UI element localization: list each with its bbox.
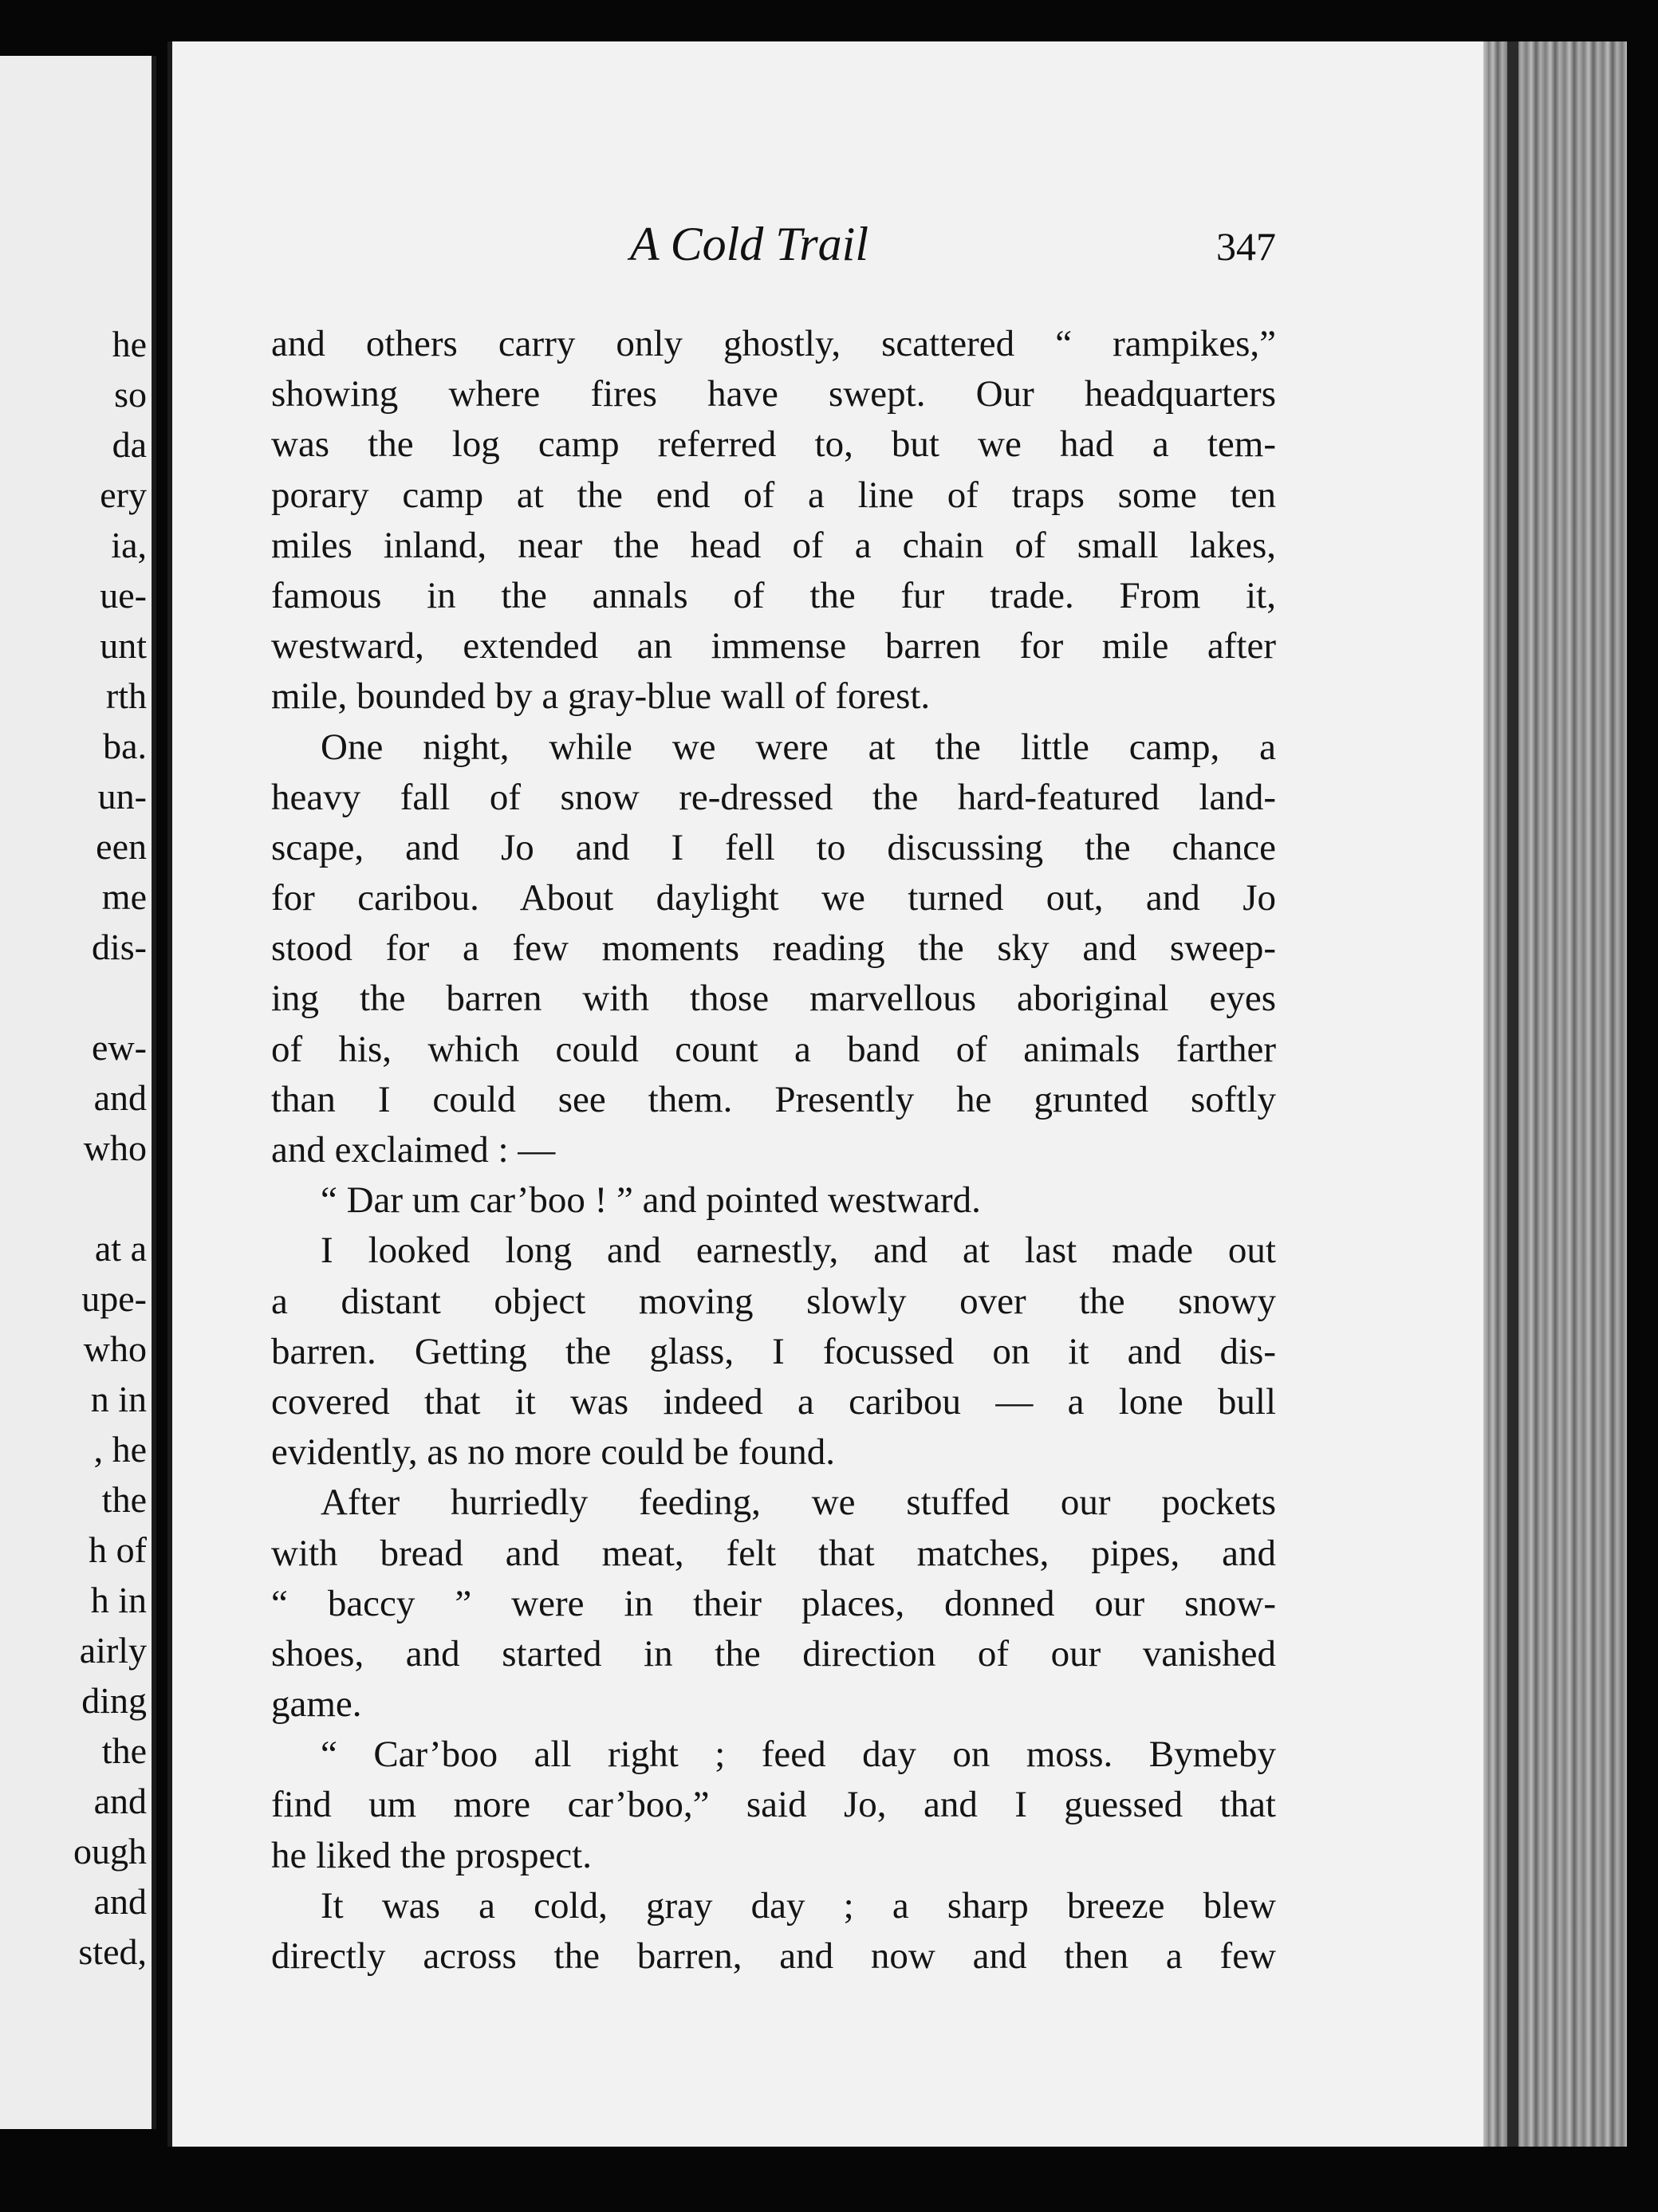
- text-line: barren. Getting the glass, I focussed on it and dis-: [271, 1330, 1276, 1372]
- previous-page-fragment: een: [96, 826, 147, 867]
- text-line: miles inland, near the head of a chain of small lakes,: [271, 524, 1276, 566]
- text-line: with bread and meat, felt that matches, pipes, and: [271, 1532, 1276, 1574]
- previous-page-fragment: upe-: [81, 1278, 147, 1319]
- previous-page-fragment: , he: [93, 1429, 147, 1470]
- previous-page-fragment: he: [112, 324, 147, 364]
- text-line: directly across the barren, and now and then a few: [271, 1935, 1276, 1977]
- previous-page-fragment: h in: [90, 1580, 147, 1620]
- text-line: porary camp at the end of a line of traps some ten: [271, 474, 1276, 516]
- text-line: of his, which could count a band of animals farther: [271, 1028, 1276, 1070]
- previous-page-fragment: airly: [79, 1630, 147, 1671]
- previous-page-fragment: ew-: [92, 1027, 147, 1068]
- previous-page-fragment: da: [112, 424, 147, 465]
- text-line: he liked the prospect.: [271, 1834, 592, 1876]
- previous-page: [0, 56, 156, 2129]
- previous-page-text-fragments: [73, 319, 147, 1977]
- text-line: I looked long and earnestly, and at last made out: [321, 1230, 1276, 1272]
- previous-page-fragment: who: [83, 1128, 147, 1168]
- text-line: shoes, and started in the direction of our vanished: [271, 1632, 1276, 1675]
- previous-page-fragment: ue-: [100, 575, 147, 616]
- text-line: mile, bounded by a gray-blue wall of forest.: [271, 675, 931, 718]
- text-line: find um more car’boo,” said Jo, and I guessed that: [271, 1784, 1276, 1826]
- text-line: covered that it was indeed a caribou — a lone bull: [271, 1380, 1276, 1423]
- previous-page-fragment: ding: [81, 1680, 147, 1721]
- text-line: scape, and Jo and I fell to discussing the chance: [271, 826, 1276, 868]
- previous-page-fragment: sted,: [78, 1931, 147, 1972]
- previous-page-fragment: so: [114, 374, 147, 415]
- previous-page-fragment: ery: [100, 474, 147, 515]
- previous-page-fragment: the: [101, 1479, 147, 1520]
- previous-page-fragment: and: [93, 1781, 147, 1821]
- text-line: “ Car’boo all right ; feed day on moss. Bymeby: [321, 1734, 1276, 1776]
- previous-page-fragment: h of: [89, 1529, 147, 1570]
- previous-page-fragment: who: [83, 1328, 147, 1369]
- previous-page-fragment: me: [101, 876, 147, 917]
- previous-page-fragment: and: [93, 1077, 147, 1118]
- previous-page-fragment: and: [93, 1881, 147, 1922]
- page-header: [271, 217, 1276, 273]
- text-line: heavy fall of snow re-dressed the hard-featured land-: [271, 776, 1276, 818]
- text-line: famous in the annals of the fur trade. From it,: [271, 574, 1276, 616]
- previous-page-fragment: [73, 1173, 147, 1223]
- text-line: showing where fires have swept. Our headquarters: [271, 373, 1276, 415]
- previous-page-fragment: n in: [90, 1379, 147, 1419]
- text-line: ing the barren with those marvellous aboriginal eyes: [271, 978, 1276, 1020]
- previous-page-fragment: dis-: [92, 927, 147, 967]
- previous-page-fragment: ba.: [103, 726, 147, 766]
- text-line: “ Dar um car’boo ! ” and pointed westward.: [321, 1179, 981, 1222]
- page-edges: [1483, 41, 1627, 2147]
- previous-page-fragment: un-: [97, 776, 147, 817]
- text-line: westward, extended an immense barren for mile after: [271, 625, 1276, 667]
- text-line: for caribou. About daylight we turned out, and Jo: [271, 877, 1276, 919]
- text-line: game.: [271, 1683, 362, 1726]
- previous-page-fragment: ough: [73, 1831, 147, 1872]
- text-line: was the log camp referred to, but we had a tem-: [271, 423, 1276, 466]
- text-line: “ baccy ” were in their places, donned our snow-: [271, 1582, 1276, 1624]
- text-line: stood for a few moments reading the sky and sweep-: [271, 927, 1276, 970]
- previous-page-fragment: [73, 972, 147, 1022]
- previous-page-fragment: unt: [100, 625, 147, 666]
- page-number: 347: [1216, 224, 1276, 269]
- text-line: and exclaimed : —: [271, 1129, 556, 1171]
- body-text: [271, 319, 1276, 1982]
- text-line: than I could see them. Presently he grunted softly: [271, 1078, 1276, 1120]
- running-title: A Cold Trail: [630, 218, 869, 270]
- text-line: After hurriedly feeding, we stuffed our pockets: [321, 1482, 1276, 1524]
- text-line: It was a cold, gray day ; a sharp breeze blew: [321, 1884, 1276, 1927]
- previous-page-fragment: rth: [105, 675, 147, 716]
- text-line: One night, while we were at the little camp, a: [321, 726, 1276, 768]
- text-line: a distant object moving slowly over the snowy: [271, 1280, 1276, 1322]
- page-edge-shadow: [1507, 41, 1518, 2147]
- previous-page-fragment: ia,: [111, 525, 147, 565]
- previous-page-fragment: at a: [94, 1228, 147, 1269]
- text-line: and others carry only ghostly, scattered “ rampikes,”: [271, 323, 1276, 364]
- previous-page-fragment: the: [101, 1730, 147, 1771]
- text-line: evidently, as no more could be found.: [271, 1431, 835, 1474]
